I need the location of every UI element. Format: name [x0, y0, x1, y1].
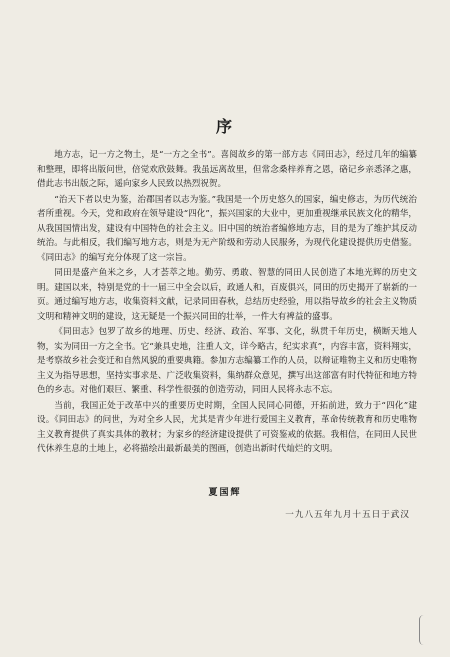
author-signature: 夏国辉	[208, 488, 242, 498]
paragraph: 《同田志》包罗了故乡的地理、历史、经济、政治、军事、文化，纵贯千年历史，横断天地人物，实为同田一方之全书。它“兼具史地，注重人文，详今略古，纪实求真”，内容丰富，资料翔实，是考察故乡社会变迁和自然风貌的重要典籍。参加方志编纂工作的人员，以辩证唯物主义和历史唯物主义为指导思想，坚持实事求是、广泛收集资料，集纳群众意见，撰写出这部富有时代特征和地方特色的乡志。对他们艰巨、繁重、科学性很强的创造劳动，同田人民将永志不忘。	[37, 327, 417, 395]
paragraph: 地方志，记一方之物土，是“一方之全书”。喜阅故乡的第一部方志《同田志》，经过几年的编纂和整理，即将出版问世，倍觉欢欣鼓舞。我虽远离故里，但常念桑梓养育之恩，硌记乡亲悉泽之惠，借此志书出版之际，遥向家乡人民致以热烈祝贺。	[37, 150, 417, 189]
preface-body	[37, 148, 417, 458]
paragraph: 同田是盛产鱼米之乡，人才荟萃之地。勤劳、勇敢、智慧的同田人民创造了本地光辉的历史文明。建国以来，特别是党的十一届三中全会以后，政通人和，百废俱兴，同田的历史揭开了崭新的一页。通过编写地方志，收集资料文献，记录同田春秋，总结历史经验，用以指导故乡的社会主义物质文明和精神文明的建设，这无疑是一个振兴同田的壮举，一件大有裨益的盛事。	[37, 268, 417, 322]
paragraph: 当前，我国正处于改革中兴的重要历史时期，全国人民同心同德，开拓前进，致力于“四化”建设。《同田志》的问世，为对全乡人民，尤其是青少年进行爱国主义教育，革命传统教育和历史唯物主义教育提供了真实具体的教材；为家乡的经济建设提供了可资鉴戒的依据。我相信，在同田人民世代休养生息的土地上，必将描绘出最新最美的图画，创造出新时代灿烂的文明。	[37, 400, 417, 454]
paragraph: “治天下者以史为鉴，治郡国者以志为鉴。”我国是一个历史悠久的国家，编史修志，为历代统治者所重视。今天，党和政府在领导建设“四化”，振兴国家的大业中，更加重视继承民族文化的精华，从我国国情出发，建设有中国特色的社会主义。旧中国的统治者编修地方志，目的是为了维护其反动统治。与此相反，我们编写地方志，则是为无产阶级和劳动人民服务，为现代化建设提供历史借鉴。《同田志》的编写充分体现了这一宗旨。	[37, 194, 417, 263]
scan-mark	[419, 615, 428, 645]
date-place: 一九八五年九月十五日于武汉	[285, 510, 410, 520]
page-title: 序	[215, 117, 234, 136]
